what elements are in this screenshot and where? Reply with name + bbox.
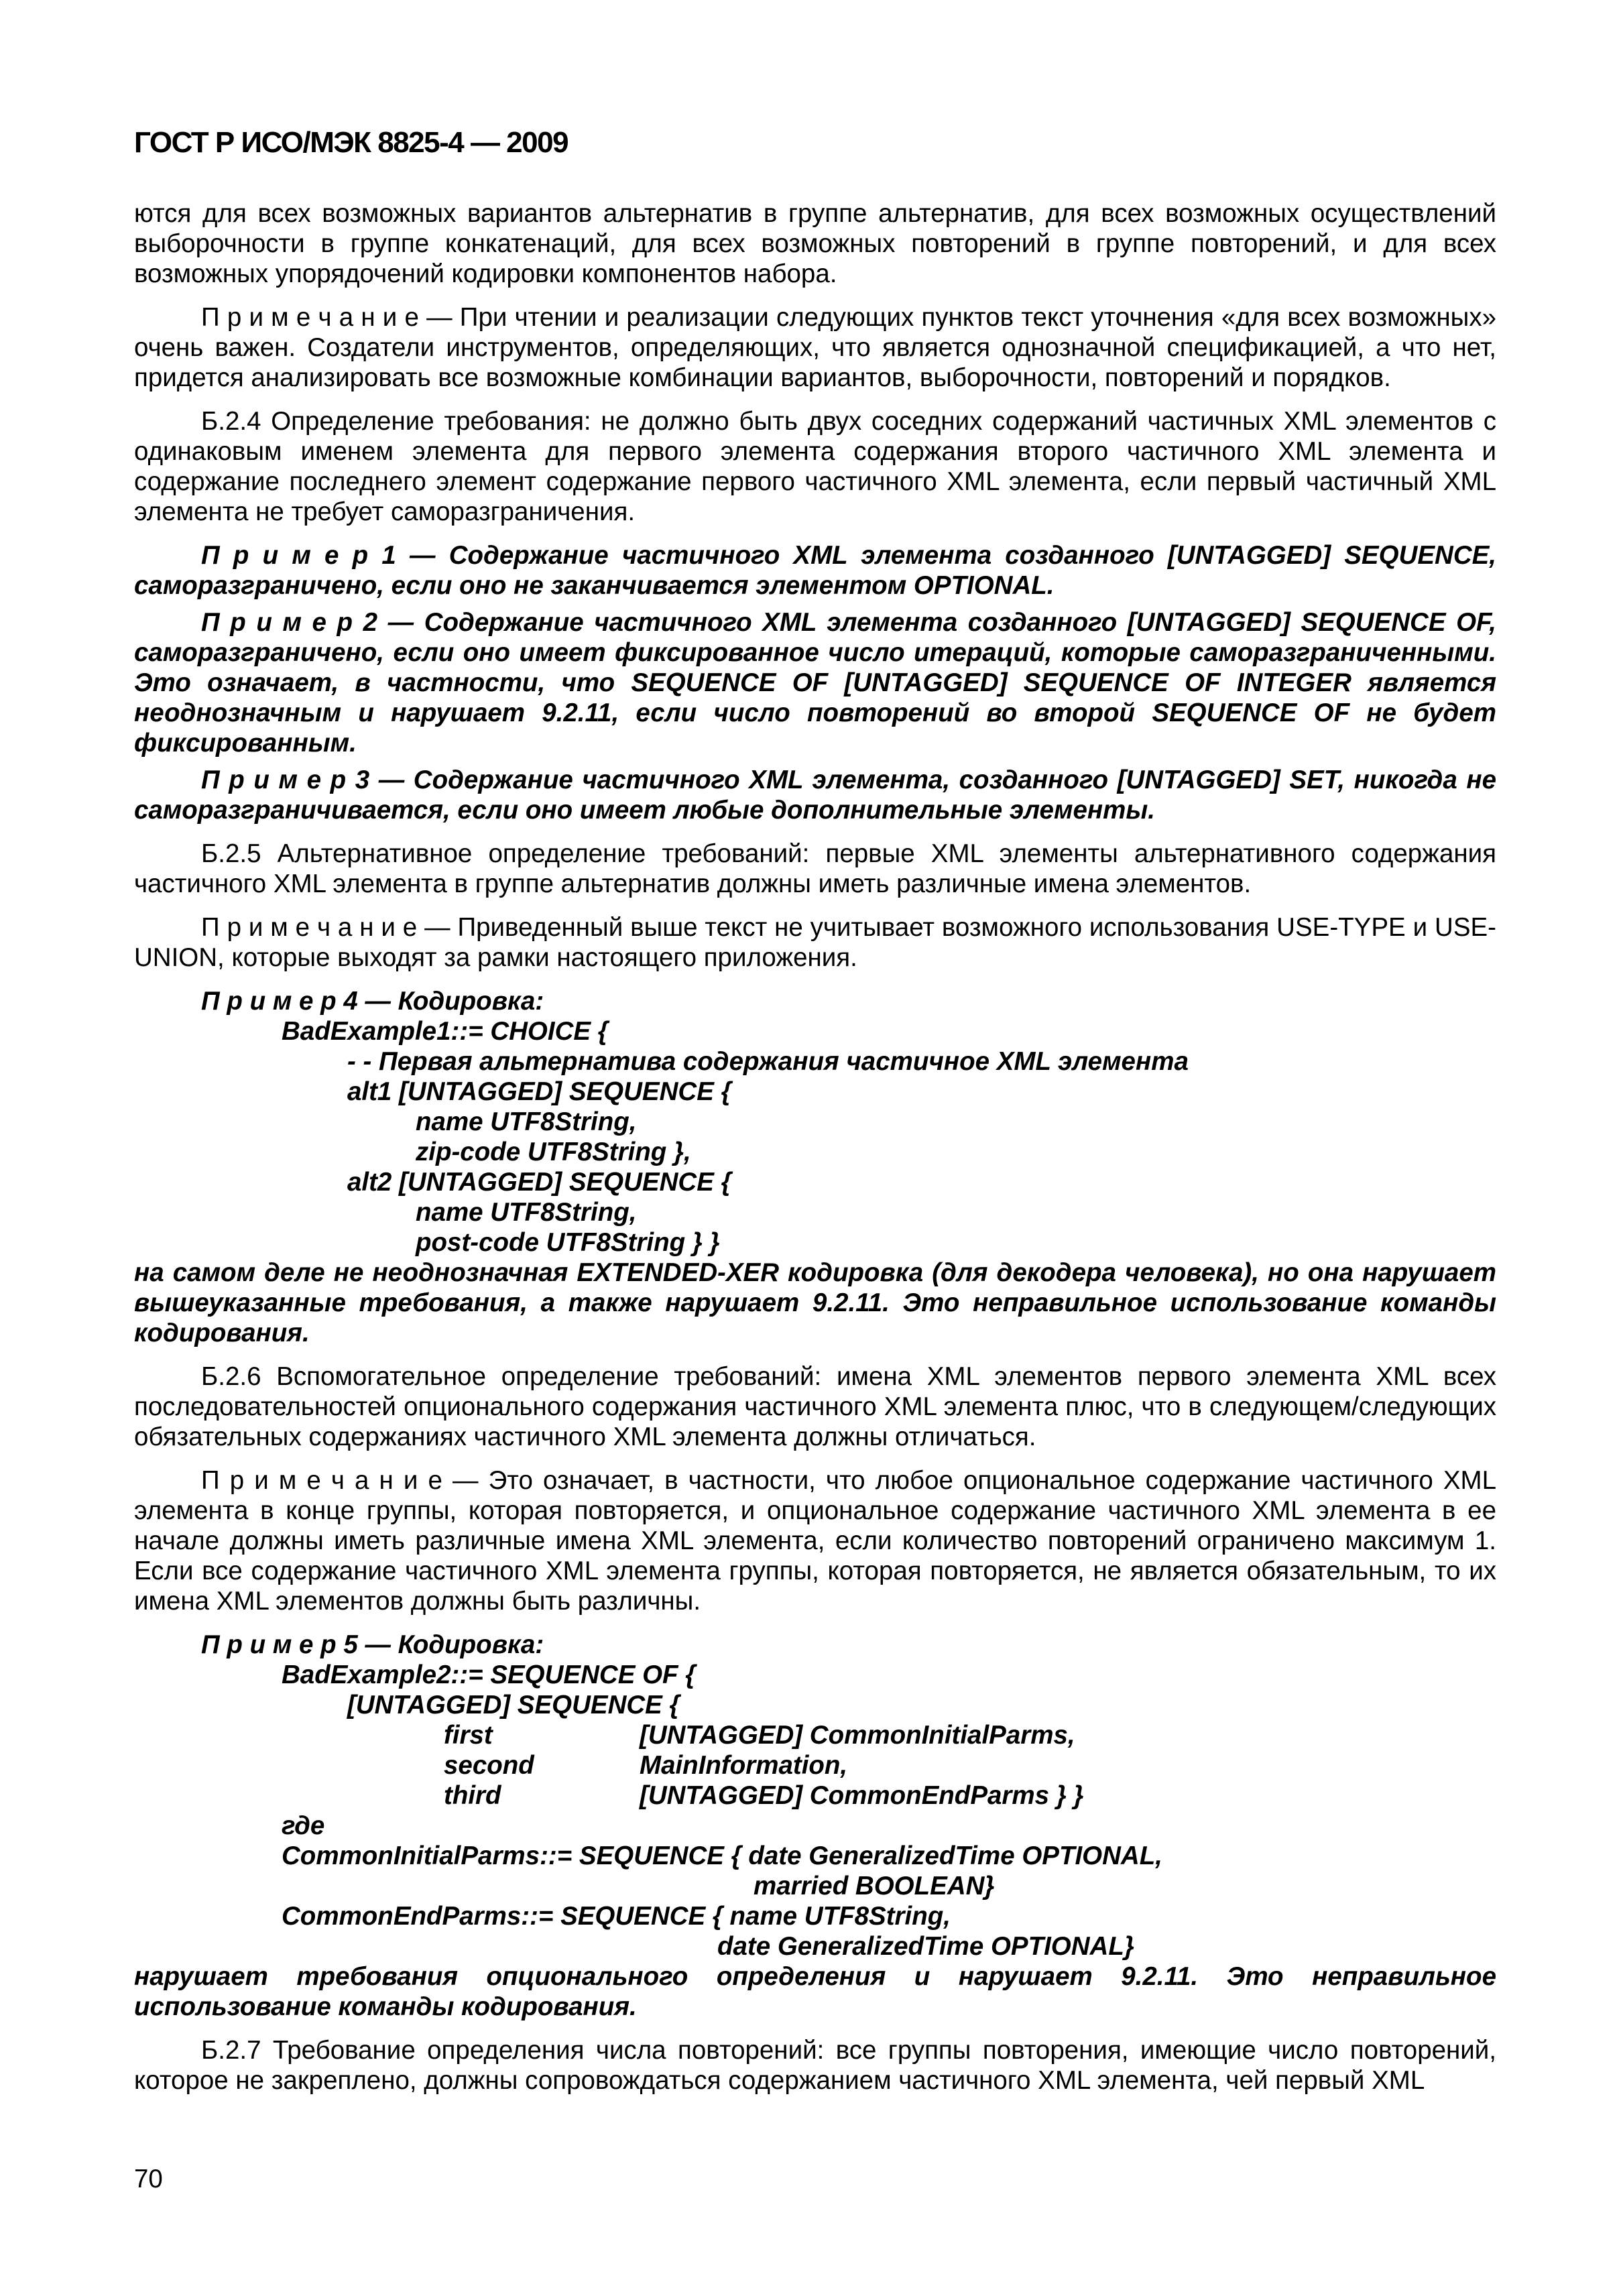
example-3: П р и м е р 3 — Содержание частичного XML элемента, созданного [UNTAGGED] SET, никогда не саморазграничивается, если оно имеет любые дополнительные элементы. bbox=[134, 766, 1496, 825]
code-line: married BOOLEAN} bbox=[754, 1872, 995, 1900]
code-line: BadExample1::= CHOICE { bbox=[282, 1017, 608, 1046]
code-line: date GeneralizedTime OPTIONAL} bbox=[717, 1932, 1134, 1961]
code-line bbox=[134, 1780, 1496, 1811]
paragraph-b25: Б.2.5 Альтернативное определение требований: первые XML элементы альтернативного содержания частичного XML элемента в группе альтернатив должны иметь различные имена элементов. bbox=[134, 839, 1496, 898]
example-4-block bbox=[134, 986, 1496, 1348]
code-line: name UTF8String, bbox=[416, 1107, 637, 1136]
code-line: name UTF8String, bbox=[416, 1198, 637, 1227]
code-field-type: [UNTAGGED] CommonEndParms } } bbox=[640, 1781, 1084, 1810]
paragraph-b27: Б.2.7 Требование определения числа повторений: все группы повторения, имеющие число повторений, которое не закреплено, должны сопровождаться содержанием частичного XML элемента, чей первый XML bbox=[134, 2036, 1496, 2095]
code-field-type: MainInformation, bbox=[640, 1751, 848, 1780]
code-line: alt1 [UNTAGGED] SEQUENCE { bbox=[347, 1077, 731, 1106]
example-5-block bbox=[134, 1630, 1496, 2022]
example-5-tail: нарушает требования опционального определения и нарушает 9.2.11. Это неправильное использование команды кодирования. bbox=[134, 1962, 1496, 2021]
code-line: post-code UTF8String } } bbox=[416, 1228, 720, 1257]
paragraph-b26: Б.2.6 Вспомогательное определение требований: имена XML элементов первого элемента XML всех последовательностей опционального содержания частичного XML элемента плюс, что в следующем/следующих обязательных содержаниях частичного XML элемента должны отличаться. bbox=[134, 1362, 1496, 1451]
code-line: zip-code UTF8String }, bbox=[416, 1138, 691, 1166]
code-line: CommonInitialParms::= SEQUENCE { date GeneralizedTime OPTIONAL, bbox=[282, 1841, 1162, 1870]
paragraph-intro: ются для всех возможных вариантов альтернатив в группе альтернатив, для всех возможных осуществлений выборочности в группе конкатенаций, для всех возможных повторений в группе повторений, и для всех возможных упорядочений кодировки компонентов набора. bbox=[134, 199, 1496, 288]
code-line: CommonEndParms::= SEQUENCE { name UTF8String, bbox=[282, 1902, 951, 1931]
example-4-label: П р и м е р 4 — Кодировка: bbox=[201, 987, 544, 1016]
code-line: где bbox=[282, 1811, 325, 1840]
note-1: П р и м е ч а н и е — При чтении и реализации следующих пунктов текст уточнения «для всех возможных» очень важен. Создатели инструментов, определяющих, что является однозначной спецификацией, а что нет, придется анализировать все возможные комбинации вариантов, выборочности, повторений и порядков. bbox=[134, 303, 1496, 392]
code-field-name: third bbox=[444, 1781, 501, 1810]
code-field-type: [UNTAGGED] CommonInitialParms, bbox=[640, 1721, 1075, 1750]
note-3: П р и м е ч а н и е — Это означает, в частности, что любое опциональное содержание частичного XML элемента в конце группы, которая повторяется, и опциональное содержание частичного XML элемента в ее начале должны иметь различные имена XML элемента, если количество повторений ограничено максимум 1. Если все содержание частичного XML элемента группы, которая повторяется, не является обязательным, то их имена XML элементов должны быть различны. bbox=[134, 1466, 1496, 1616]
code-line: [UNTAGGED] SEQUENCE { bbox=[347, 1691, 680, 1719]
example-4-tail: на самом деле не неоднозначная EXTENDED-XER кодировка (для декодера человека), но она нарушает вышеуказанные требования, а также нарушает 9.2.11. Это неправильное использование команды кодирования. bbox=[134, 1258, 1496, 1347]
note-2: П р и м е ч а н и е — Приведенный выше текст не учитывает возможного использования USE-TYPE и USE-UNION, которые выходят за рамки настоящего приложения. bbox=[134, 913, 1496, 972]
example-1: П р и м е р 1 — Содержание частичного XML элемента созданного [UNTAGGED] SEQUENCE, саморазграничено, если оно не заканчивается элементом OPTIONAL. bbox=[134, 541, 1496, 600]
paragraph-b24: Б.2.4 Определение требования: не должно быть двух соседних содержаний частичных XML элементов с одинаковым именем элемента для первого элемента содержания второго частичного XML элемента и содержание последнего элемент содержание первого частичного XML элемента, если первый частичный XML элемента не требует саморазграничения. bbox=[134, 407, 1496, 526]
code-comment-line: - - Первая альтернатива содержания частичное XML элемента bbox=[347, 1047, 1189, 1076]
code-field-name: first bbox=[444, 1721, 493, 1750]
code-line bbox=[134, 1750, 1496, 1780]
code-field-name: second bbox=[444, 1751, 534, 1780]
code-line: alt2 [UNTAGGED] SEQUENCE { bbox=[347, 1168, 731, 1197]
page-content bbox=[134, 126, 1496, 2096]
example-5-label: П р и м е р 5 — Кодировка: bbox=[201, 1630, 544, 1659]
example-2: П р и м е р 2 — Содержание частичного XML элемента созданного [UNTAGGED] SEQUENCE OF, саморазграничено, если оно имеет фиксированное число итераций, которые саморазграниченными. Это означает, в частности, что SEQUENCE OF [UNTAGGED] SEQUENCE OF INTEGER является неоднозначным и нарушает 9.2.11, если число повторений во второй SEQUENCE OF не будет фиксированным. bbox=[134, 608, 1496, 758]
document-title: ГОСТ Р ИСО/МЭК 8825-4 — 2009 bbox=[134, 126, 568, 159]
code-line: BadExample2::= SEQUENCE OF { bbox=[282, 1660, 696, 1689]
code-line bbox=[134, 1720, 1496, 1750]
page-number: 70 bbox=[134, 2165, 163, 2193]
